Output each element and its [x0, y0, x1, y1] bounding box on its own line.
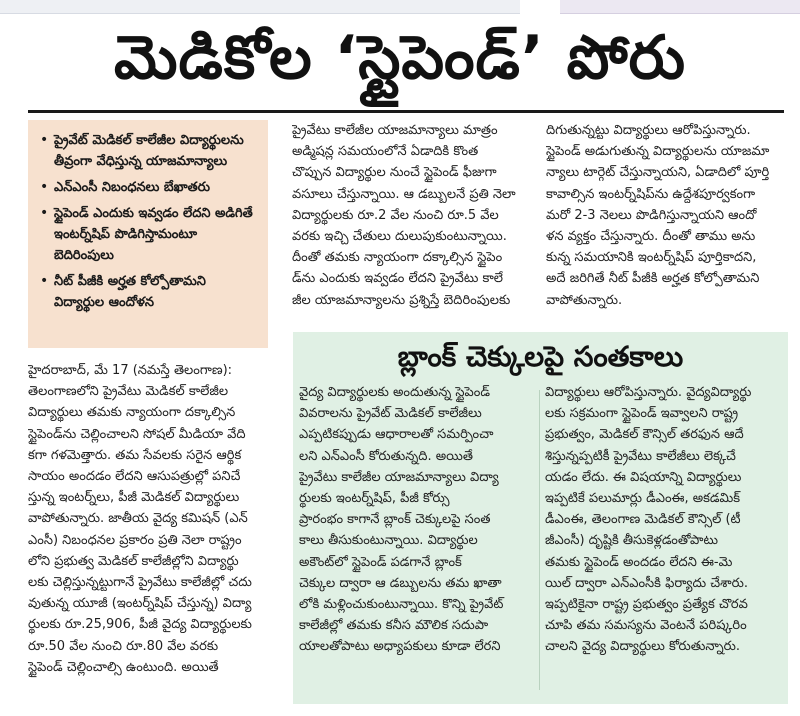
article-column-1 — [28, 360, 286, 678]
article-line: ఎంసీ) నిబంధనల ప్రకారం ప్రతి నెలా రాష్ట్రం — [28, 532, 242, 548]
article-line: యాలతోపాటు అధ్యాపకులు కూడా లేరని — [299, 639, 501, 655]
page-title: మెడికోల ‘స్టైపెండ్’ పోరు — [113, 23, 687, 93]
article-line: ప్రైవేటు కాలేజీల యాజమాన్యాలు మాత్రం — [292, 123, 498, 138]
article-line: కున్న సమయానికి ఇంటర్న్‌షిప్ పూర్తికాదని, — [546, 250, 757, 266]
article-line: జీఎంసీ) దృష్టికి తీసుకెళ్లడంతోపాటు — [545, 533, 718, 549]
highlight-item — [40, 203, 258, 266]
article-line: స్టైపెండ్ అడుగుతున్న విద్యార్థులను యాజమా — [546, 144, 770, 160]
article-line: విద్యార్థులు ఆరోపిస్తున్నారు. వైద్యవిద్యార్థు — [545, 385, 752, 400]
headline-rule — [28, 110, 784, 113]
article-line: లకు చెల్లిస్తున్నట్టుగానే ప్రైవేటు కాలేజీల్లో చదు — [28, 575, 252, 591]
article-line: కావాల్సిన ఇంటర్న్‌షిప్‌ను ఉద్దేశపూర్వకంగా — [546, 186, 756, 202]
article-line: లోకి మళ్లించుకుంటున్నాయి. కొన్ని ప్రైవేట్ — [299, 597, 504, 613]
highlights-box — [28, 120, 268, 348]
article-line: యిల్ ద్వారా ఎన్ఎంసీకి ఫిర్యాదు చేశారు. — [545, 575, 748, 591]
article-line: విద్యార్థులు తమకు న్యాయంగా దక్కాల్సిన — [28, 405, 236, 421]
article-line: ప్రైవేటు కాలేజీల యాజమాన్యాలు విద్యా — [299, 469, 499, 485]
article-line: ఇప్పటికే పలుమార్లు డీఎంఈ, అకడమిక్ — [545, 491, 741, 507]
bullet-icon: • — [40, 205, 49, 221]
article-line: లోని ప్రభుత్వ మెడికల్ కాలేజీల్లోని విద్యార్థు — [28, 553, 239, 569]
article-line: అకౌంట్‌లో స్టైపెండ్ పడగానే బ్లాంక్ — [299, 554, 462, 570]
article-line: రూ.50 వేల నుంచి రూ.80 వేల వరకు — [28, 638, 219, 654]
article-line: కాలు తీసుకుంటున్నాయి. విద్యార్థుల — [299, 533, 478, 549]
article-line: ర్థులకు రూ.25,906, పీజీ వైద్య విద్యార్థులకు — [28, 617, 252, 633]
bullet-icon: • — [40, 273, 49, 289]
sidebar-story-box — [293, 332, 788, 704]
article-line: లని ఎన్ఎంసీ కోరుతున్నది. అయితే — [299, 448, 473, 464]
article-line: యడం లేదు. ఈ విషయాన్ని విద్యార్థులు — [545, 469, 742, 485]
article-line: స్టైపెండ్ చెల్లించాల్సి ఉంటుంది. అయితే — [28, 659, 219, 675]
article-line: లకు సక్రమంగా స్టైపెండ్ ఇవ్వాలని రాష్ట్ర — [545, 406, 739, 422]
article-line: వుతున్న యూజీ (ఇంటర్న్‌షిప్ చేస్తున్న) విద్యా — [28, 596, 252, 612]
article-line: కాలేజీల్లో తమకు కనీస మౌలిక సదుపా — [299, 618, 489, 634]
article-line: వసూలు చేస్తున్నాయి. ఆ డబ్బులనే ప్రతి నెలా — [292, 186, 516, 202]
article-line: వాపోతున్నారు. జాతీయ వైద్య కమిషన్ (ఎన్ — [28, 511, 248, 527]
article-line: వైద్య విద్యార్థులకు అందుతున్న స్టైపెండ్ — [299, 385, 490, 400]
highlight-item — [40, 271, 258, 313]
article-line: ప్రభుత్వం, మెడికల్ కౌన్సిల్ తరఫున ఆదే — [545, 427, 744, 443]
top-strip-left — [0, 0, 520, 14]
article-line: జీల యాజమాన్యాలను ప్రశ్నిస్తే బెదిరింపులకు — [292, 292, 511, 308]
article-line: న్యాలు టార్గెట్ చేస్తున్నాయని, ఏడాదిలో పూర్తి — [546, 165, 770, 181]
article-line: విద్యార్థులకు రూ.2 వేల నుంచి రూ.5 వేల — [292, 207, 499, 223]
highlight-text: ప్రైవేట్ మెడికల్ కాలేజీల విద్యార్థులను తీవ్రంగా వేధిస్తున్న యాజమాన్యాలు — [54, 133, 244, 169]
article-line: మరో 2-3 నెలలు పొడిగిస్తున్నాయని ఆందో — [546, 207, 757, 223]
article-line: వరకు ఇచ్చి చేతులు దులుపుకుంటున్నాయి. — [292, 229, 507, 245]
article-line: హైదరాబాద్, మే 17 (నమస్తే తెలంగాణ): — [28, 363, 233, 378]
article-line: సాయం అందడం లేదని ఆసుపత్రుల్లో పనిచే — [28, 469, 241, 485]
article-line: తెలంగాణలోని ప్రైవేటు మెడికల్ కాలేజీల — [28, 384, 229, 400]
bullet-icon: • — [40, 179, 49, 195]
sidebar-column-2 — [545, 382, 781, 658]
article-line: స్తున్న ఇంటర్న్‌లు, పీజీ మెడికల్ విద్యార్థులు — [28, 490, 240, 506]
sidebar-column-1 — [299, 382, 535, 658]
article-line: అదే జరిగితే నీట్ పీజీకి అర్హత కోల్పోతామని — [546, 271, 760, 287]
article-column-2 — [292, 120, 538, 311]
article-line: ర్థులకు ఇంటర్న్‌షిప్, పీజీ కోర్సు — [299, 491, 450, 507]
column-divider — [539, 390, 540, 690]
sidebar-headline: బ్లాంక్ చెక్కులపై సంతకాలు — [397, 340, 684, 373]
article-line: ప్రారంభం కాగానే బ్లాంక్ చెక్కులపై సంత — [299, 512, 491, 528]
article-line: డీఎంఈ, తెలంగాణ మెడికల్ కౌన్సిల్ (టీ — [545, 512, 741, 528]
article-line: వాపోతున్నారు. — [546, 292, 623, 308]
article-line: చొప్పున విద్యార్థుల నుంచే స్టైపెండ్ ఫీజుగా — [292, 165, 497, 181]
article-line: ళన వ్యక్తం చేస్తున్నారు. దీంతో తాము అను — [546, 229, 756, 245]
article-line: ఎప్పటికప్పుడు ఆధారాలతో సమర్పించా — [299, 427, 494, 443]
page-bottom-margin — [0, 706, 800, 716]
article-line: కగా గళమెత్తారు. తమ సేవలకు సరైన ఆర్థిక — [28, 447, 242, 463]
article-line: స్టైపెండ్‌ను చెల్లించాలని సోషల్ మీడియా వేది — [28, 426, 246, 442]
highlight-text: స్టైపెండ్ ఎందుకు ఇవ్వడం లేదని అడిగితే ఇంటర్న్‌షిప్ పొడిగిస్తామంటూ బెదిరింపులు — [54, 206, 253, 263]
top-strip — [0, 0, 800, 18]
highlight-text: నీట్ పీజీకి అర్హత కోల్పోతామని విద్యార్థుల ఆందోళన — [54, 274, 206, 310]
article-line: వివరాలను ప్రైవేట్ మెడికల్ కాలేజీలు — [299, 406, 482, 422]
highlight-item — [40, 130, 258, 172]
article-line: చెక్కుల ద్వారా ఆ డబ్బులను తమ ఖాతా — [299, 575, 502, 591]
article-line: డ్‌ను ఎందుకు ఇవ్వడం లేదని ప్రైవేటు కాలే — [292, 271, 504, 287]
highlight-text: ఎన్ఎంసీ నిబంధనలు బేఖాతరు — [54, 180, 210, 195]
article-line: తమకు స్టైపెండ్ అందడం లేదని ఈ-మె — [545, 554, 733, 570]
highlight-item — [40, 177, 258, 198]
article-line: చాలని వైద్య విద్యార్థులు కోరుతున్నారు. — [545, 639, 740, 655]
article-line: దిగుతున్నట్టు విద్యార్థులు ఆరోపిస్తున్నారు. — [546, 123, 751, 138]
article-column-3 — [546, 120, 788, 311]
article-line: ఇప్పటికైనా రాష్ట్ర ప్రభుత్వం ప్రత్యేక చొరవ — [545, 597, 748, 613]
bullet-icon: • — [40, 132, 49, 148]
article-line: దీంతో తమకు న్యాయంగా దక్కాల్సిన స్టైపెం — [292, 250, 503, 266]
article-line: చూపి తమ సమస్యను వెంటనే పరిష్కరిం — [545, 618, 747, 634]
article-line: అడ్మిషన్ల సమయంలోనే ఏడాదికి కొంత — [292, 144, 479, 160]
top-strip-right — [560, 0, 800, 14]
article-line: శిస్తున్నప్పటికీ ప్రైవేటు కాలేజీలు లెక్కచే — [545, 448, 736, 464]
